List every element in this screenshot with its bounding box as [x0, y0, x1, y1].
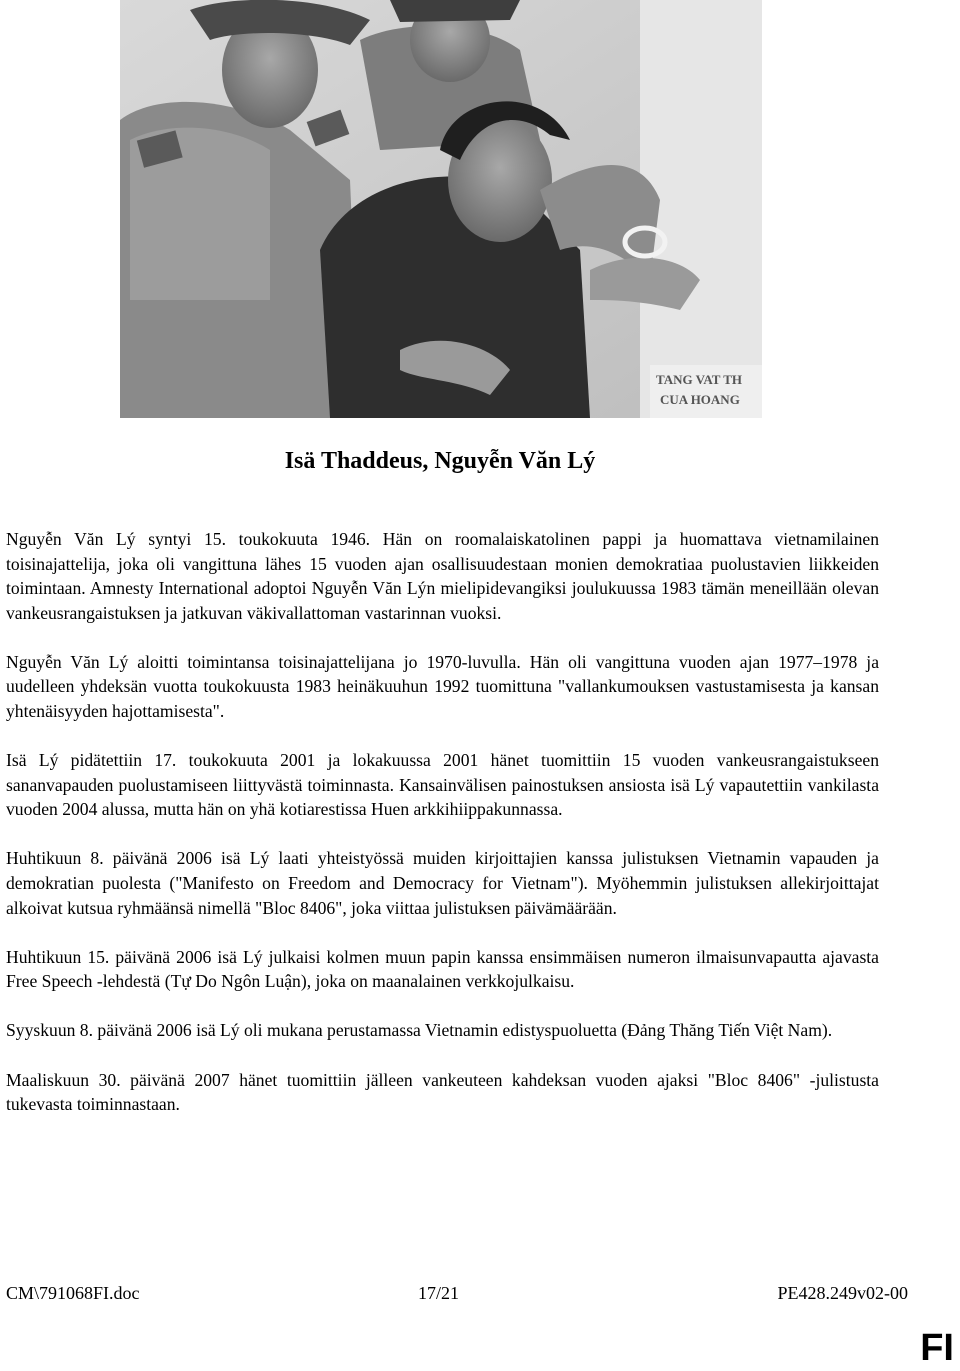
- footer-pe-reference: PE428.249v02-00: [777, 1283, 908, 1303]
- photograph-icon: [120, 0, 762, 418]
- paragraph: Maaliskuun 30. päivänä 2007 hänet tuomittiin jälleen vankeuteen kahdeksan vuoden ajaksi "Bloc 8406" -julistusta tukevasta toiminnastaan.: [6, 1069, 879, 1115]
- photo-sign-text-2: CUA HOANG: [660, 392, 740, 407]
- paragraph: Nguyễn Văn Lý syntyi 15. toukokuuta 1946. Hän on roomalaiskatolinen pappi ja huomattava vietnamilainen toisinajattelija, joka oli vangittuna lähes 15 vuoden ajan osallisuudestaan monien demokratiaa puolustavien liikkeiden toimintaan. Amnesty International adoptoi Nguyễn Văn Lýn mielipidevangiksi joulukuussa 1983 tämän meneillään olevan vankeusrangaistuksen ja jatkuvan väkivallattoman vastarinnan vuoksi.: [6, 529, 879, 623]
- news-photograph: [120, 0, 762, 418]
- footer-page-number: 17/21: [418, 1283, 460, 1303]
- page-footer: [6, 1280, 908, 1306]
- paragraph: Huhtikuun 8. päivänä 2006 isä Lý laati yhteistyössä muiden kirjoittajien kanssa julistuksen Vietnamin vapauden ja demokratian puolesta ("Manifesto on Freedom and Democracy for Vietnam"). Myöhemmin julistuksen allekirjoittajat alkoivat kutsua ryhmäänsä nimellä "Bloc 8406", joka viittaa julistuksen päivämäärään.: [6, 848, 879, 918]
- paragraph: Nguyễn Văn Lý aloitti toimintansa toisinajattelijana jo 1970-luvulla. Hän oli vangittuna vuoden ajan 1977–1978 ja uudelleen yhdeksän vuotta toukokuusta 1983 heinäkuuhun 1992 tuomittuna "vallankumouksen vastustamisesta ja kansan yhtenäisyyden hajottamisesta".: [6, 651, 879, 722]
- photo-sign-text-1: TANG VAT TH: [656, 372, 742, 387]
- paragraph: Isä Lý pidätettiin 17. toukokuuta 2001 ja lokakuussa 2001 hänet tuomittiin 15 vuoden vankeusrangaistukseen sananvapauden puolustamiseen liittyvästä toiminnasta. Kansainvälisen painostuksen ansiosta isä Lý vapautettiin vankilasta vuoden 2004 alussa, mutta hän on yhä kotiarestissa Huen arkkihiippakunnassa.: [6, 750, 879, 820]
- paragraph: Huhtikuun 15. päivänä 2006 isä Lý julkaisi kolmen muun papin kanssa ensimmäisen numeron ilmaisunvapautta ajavasta Free Speech -lehdestä (Tự Do Ngôn Luận), joka on maanalainen verkkojulkaisu.: [6, 946, 879, 992]
- document-body: [6, 527, 879, 1141]
- footer-document-reference: CM\791068FI.doc: [6, 1283, 140, 1303]
- page-title: [0, 446, 880, 476]
- page-title-text: Isä Thaddeus, Nguyễn Văn Lý: [284, 448, 596, 474]
- paragraph: Syyskuun 8. päivänä 2006 isä Lý oli mukana perustamassa Vietnamin edistyspuoluetta (Đảng Thăng Tiến Việt Nam).: [6, 1020, 833, 1041]
- language-tag: FI: [920, 1327, 954, 1369]
